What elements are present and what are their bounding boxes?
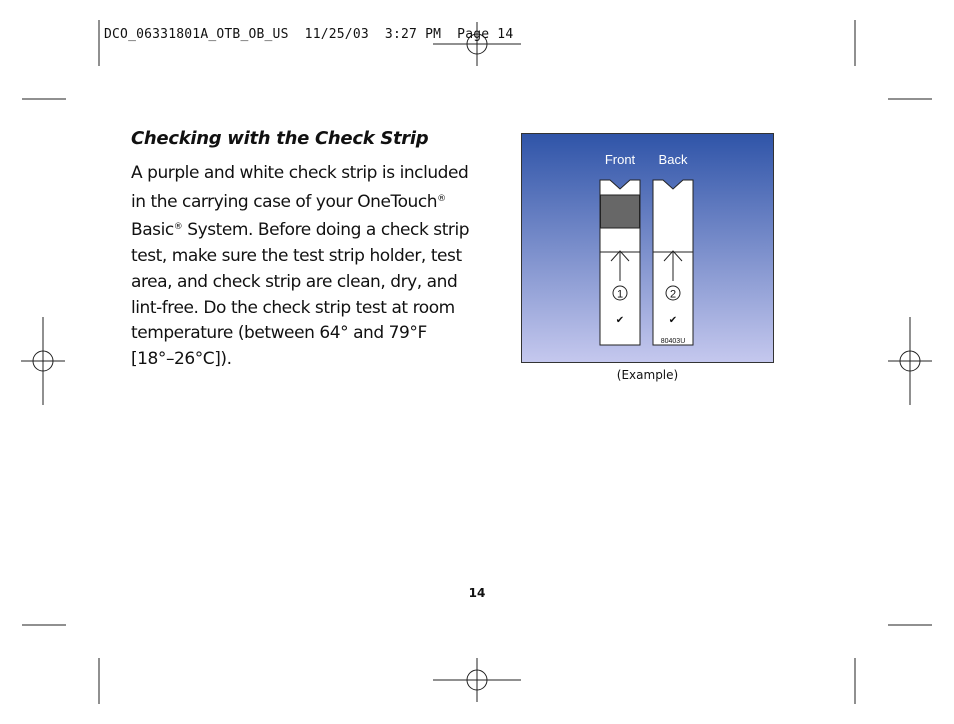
checkmark-icon: ✔: [668, 315, 678, 326]
registered-mark: ®: [173, 222, 183, 233]
registration-target-icon: [21, 317, 65, 405]
figure-code: 80403U: [660, 338, 686, 345]
paragraph-text: System. Before doing a check strip test, make sure the test strip holder, test area, and check strip are clean, dry, and lint-free. Do the check strip test at room temperature (between 64° and 79°F [18°–26°C]).: [131, 220, 470, 369]
section-title: Checking with the Check Strip: [131, 128, 429, 149]
back-label: Back: [658, 152, 688, 167]
print-slug-header: DCO_06331801A_OTB_OB_US 11/25/03 3:27 PM Page 14: [104, 27, 514, 42]
marker-2-number: 2: [669, 288, 677, 301]
registration-target-icon: [433, 658, 521, 702]
purple-test-area: [601, 195, 640, 228]
front-label: Front: [604, 152, 636, 167]
checkmark-icon: ✔: [615, 315, 625, 326]
instruction-paragraph: [131, 161, 471, 373]
registered-mark: ®: [437, 193, 446, 204]
figure-caption: (Example): [616, 368, 679, 382]
back-strip: [653, 180, 693, 345]
marker-1-number: 1: [616, 288, 624, 301]
registration-target-icon: [888, 317, 932, 405]
figure-background: [522, 134, 774, 363]
paragraph-text: A purple and white check strip is included in the carrying case of your OneTouch: [131, 163, 469, 212]
front-strip: [600, 180, 640, 345]
paragraph-text: Basic: [131, 220, 174, 241]
page-number: 14: [468, 586, 486, 600]
check-strip-illustration: [521, 133, 774, 363]
